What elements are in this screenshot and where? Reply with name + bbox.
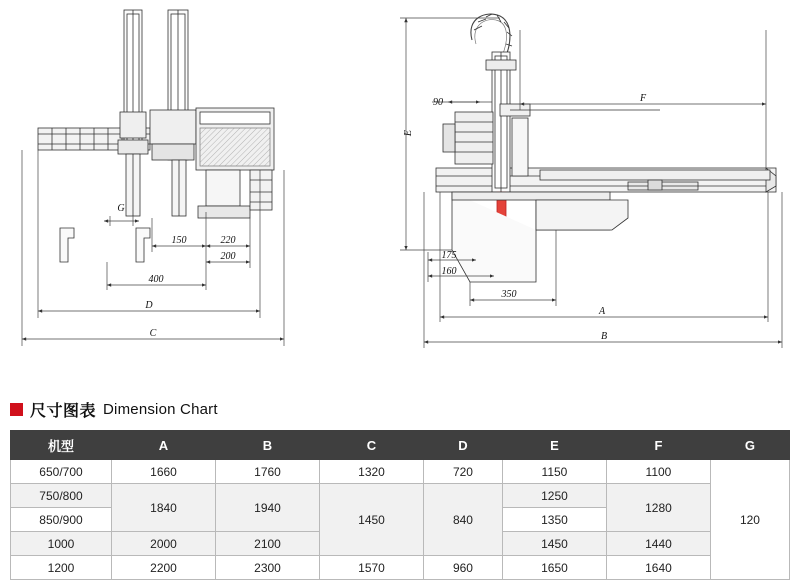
cell-b: 1940 xyxy=(216,484,320,532)
dim-label-E: E xyxy=(403,129,414,137)
column-header-model: 机型 xyxy=(11,431,112,460)
cell-model: 750/800 xyxy=(11,484,112,508)
dim-label-F: F xyxy=(639,93,647,104)
column-header-f: F xyxy=(606,431,710,460)
front-view-machine xyxy=(38,10,274,262)
dim-label-200: 200 xyxy=(220,251,236,262)
cell-model: 650/700 xyxy=(11,460,112,484)
dimension-chart-table xyxy=(10,430,790,580)
side-view-machine xyxy=(436,14,776,282)
table-row xyxy=(11,460,790,484)
cell-f: 1100 xyxy=(606,460,710,484)
chart-title-en: Dimension Chart xyxy=(103,400,218,418)
cell-f: 1440 xyxy=(606,532,710,556)
chart-heading xyxy=(10,398,218,420)
cell-d: 840 xyxy=(424,484,503,556)
cell-f: 1640 xyxy=(606,556,710,580)
table-row xyxy=(11,556,790,580)
cell-d: 720 xyxy=(424,460,503,484)
cell-e: 1250 xyxy=(502,484,606,508)
cell-c: 1570 xyxy=(320,556,424,580)
dim-label-D: D xyxy=(145,300,153,311)
table-header-row xyxy=(11,431,790,460)
cell-model: 1000 xyxy=(11,532,112,556)
column-header-g: G xyxy=(710,431,789,460)
column-header-a: A xyxy=(112,431,216,460)
table-body xyxy=(11,460,790,580)
red-square-marker-icon xyxy=(10,403,23,416)
dim-label-90: 90 xyxy=(433,97,443,108)
chart-title-cn: 尺寸图表 xyxy=(30,402,97,420)
table-row xyxy=(11,484,790,508)
dim-label-150: 150 xyxy=(171,235,187,246)
dim-label-C: C xyxy=(149,328,157,339)
column-header-e: E xyxy=(502,431,606,460)
cell-e: 1350 xyxy=(502,508,606,532)
column-header-c: C xyxy=(320,431,424,460)
cell-c: 1320 xyxy=(320,460,424,484)
cell-a: 2200 xyxy=(112,556,216,580)
cell-b: 1760 xyxy=(216,460,320,484)
dim-label-400: 400 xyxy=(148,274,164,285)
cell-a: 1840 xyxy=(112,484,216,532)
column-header-b: B xyxy=(216,431,320,460)
dim-label-B: B xyxy=(600,331,608,342)
cell-b: 2100 xyxy=(216,532,320,556)
cell-d: 960 xyxy=(424,556,503,580)
cell-e: 1450 xyxy=(502,532,606,556)
dim-label-220: 220 xyxy=(220,235,236,246)
cell-model: 850/900 xyxy=(11,508,112,532)
cell-c: 1450 xyxy=(320,484,424,556)
column-header-d: D xyxy=(424,431,503,460)
cell-a: 1660 xyxy=(112,460,216,484)
dim-label-G: G xyxy=(117,203,125,214)
cell-a: 2000 xyxy=(112,532,216,556)
dim-label-175: 175 xyxy=(441,250,457,261)
table-header xyxy=(11,431,790,460)
cell-g: 120 xyxy=(710,460,789,580)
cell-model: 1200 xyxy=(11,556,112,580)
cell-b: 2300 xyxy=(216,556,320,580)
cell-e: 1650 xyxy=(502,556,606,580)
cell-e: 1150 xyxy=(502,460,606,484)
dim-label-160: 160 xyxy=(441,266,457,277)
dim-label-350: 350 xyxy=(501,289,517,300)
cell-f: 1280 xyxy=(606,484,710,532)
dim-label-A: A xyxy=(598,306,606,317)
